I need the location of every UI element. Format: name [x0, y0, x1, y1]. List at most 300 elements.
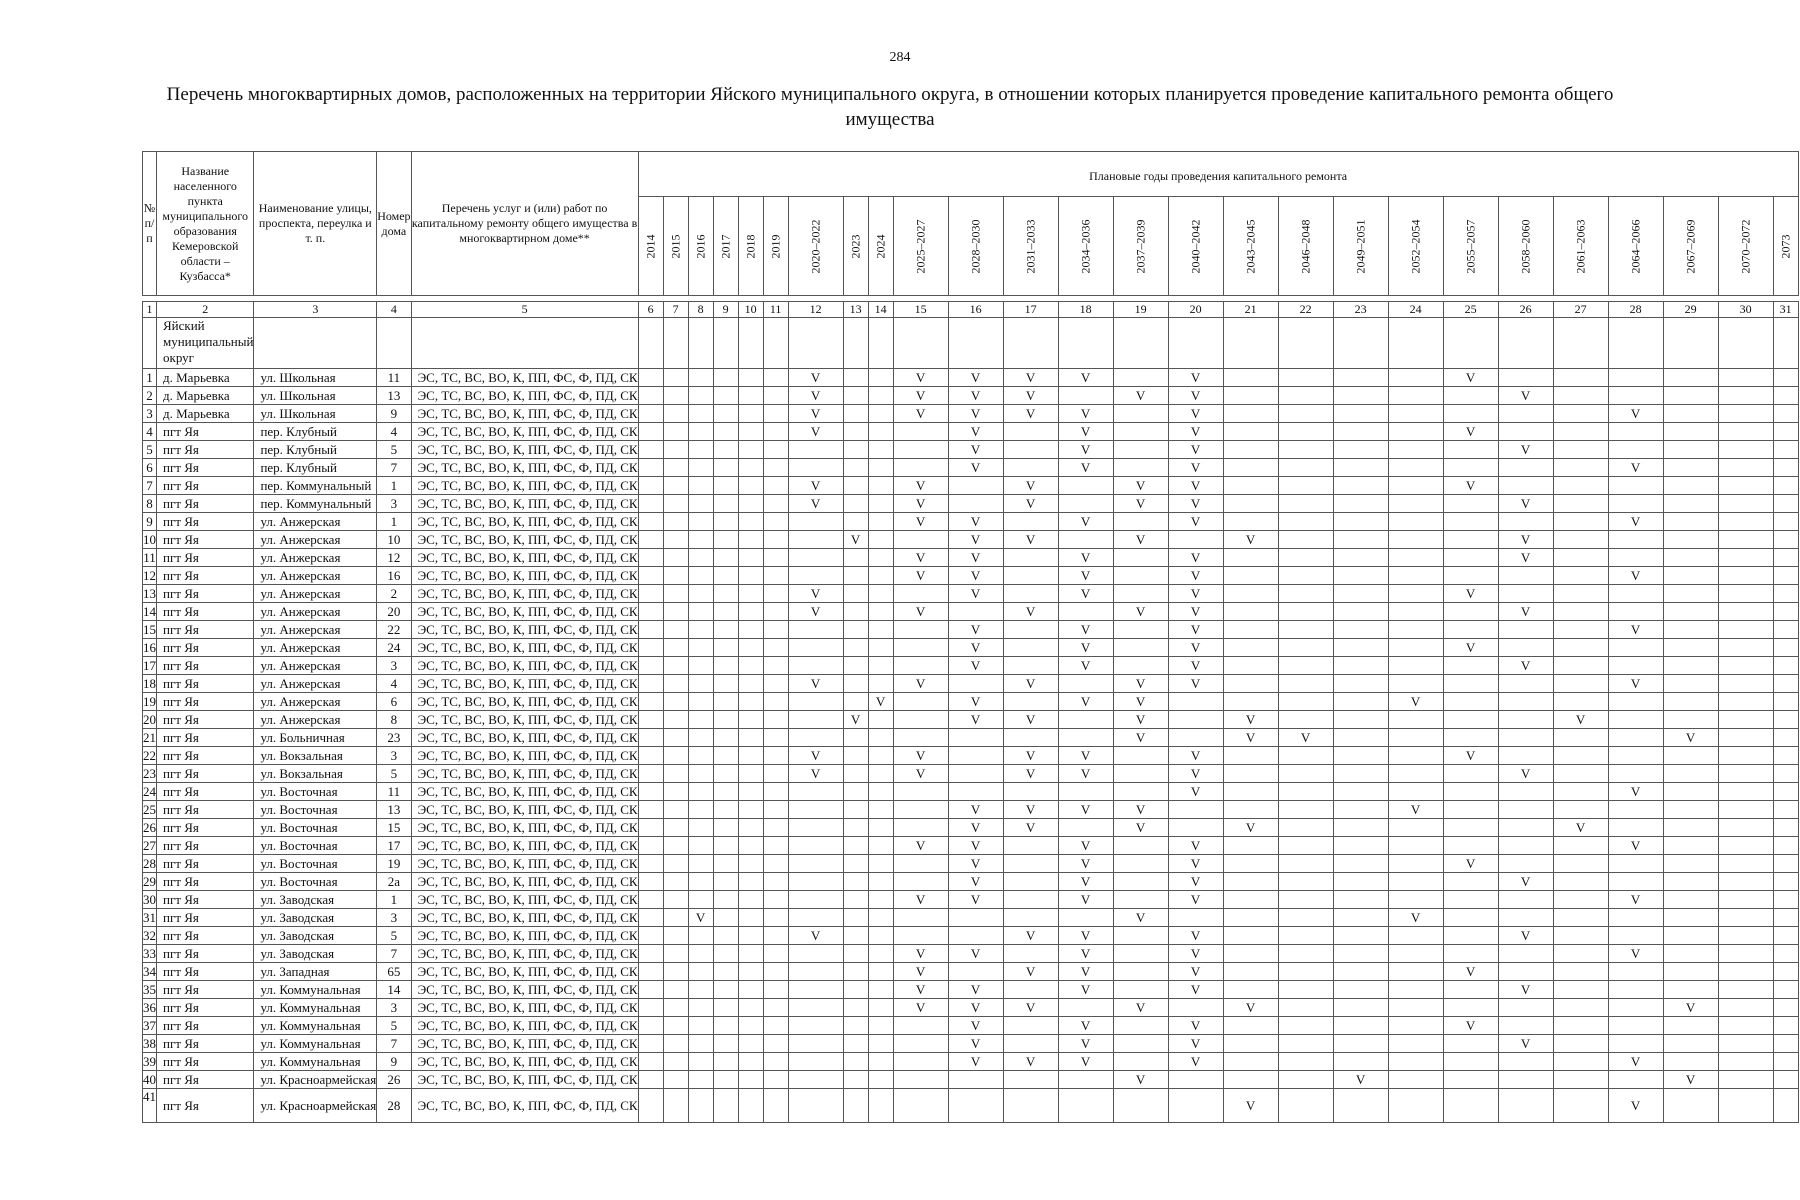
works-cell: ЭС, ТС, ВС, ВО, К, ПП, ФС, Ф, ПД, СК	[411, 909, 638, 927]
year-cell	[843, 783, 868, 801]
year-cell	[663, 495, 688, 513]
works-cell: ЭС, ТС, ВС, ВО, К, ПП, ФС, Ф, ПД, СК	[411, 369, 638, 387]
year-cell	[713, 945, 738, 963]
year-cell	[1498, 567, 1553, 585]
year-cell	[1388, 495, 1443, 513]
house-cell: 20	[377, 603, 411, 621]
year-cell	[1278, 423, 1333, 441]
year-cell	[1663, 693, 1718, 711]
year-cell	[893, 585, 948, 603]
year-cell	[663, 945, 688, 963]
street-cell: ул. Анжерская	[254, 513, 377, 531]
house-cell: 24	[377, 639, 411, 657]
year-cell	[868, 495, 893, 513]
year-cell	[638, 477, 663, 495]
year-label: 2016	[693, 234, 708, 258]
year-cell	[1663, 819, 1718, 837]
year-cell	[638, 999, 663, 1017]
row-number: 6	[143, 459, 157, 477]
year-header	[763, 197, 788, 296]
year-cell	[1333, 837, 1388, 855]
repair-mark: V	[893, 837, 948, 855]
year-cell	[1718, 765, 1773, 783]
year-cell	[738, 639, 763, 657]
year-cell	[893, 441, 948, 459]
street-cell: пер. Коммунальный	[254, 477, 377, 495]
settlement-cell: пгт Яя	[157, 963, 254, 981]
repair-mark: V	[1113, 711, 1168, 729]
repair-mark: V	[893, 495, 948, 513]
year-cell	[788, 1071, 843, 1089]
year-cell	[1498, 999, 1553, 1017]
year-cell	[1608, 1071, 1663, 1089]
year-cell	[1553, 1035, 1608, 1053]
year-cell	[868, 423, 893, 441]
repair-mark: V	[1553, 819, 1608, 837]
year-cell	[1608, 963, 1663, 981]
year-cell	[1113, 963, 1168, 981]
repair-mark: V	[1388, 693, 1443, 711]
house-cell: 3	[377, 495, 411, 513]
year-cell	[738, 837, 763, 855]
year-cell	[1113, 747, 1168, 765]
year-cell	[1278, 405, 1333, 423]
year-cell	[1443, 873, 1498, 891]
repair-mark: V	[948, 405, 1003, 423]
year-cell	[1773, 765, 1798, 783]
year-cell	[763, 747, 788, 765]
repair-mark: V	[948, 981, 1003, 999]
year-cell	[713, 477, 738, 495]
row-number: 27	[143, 837, 156, 853]
year-cell	[1553, 693, 1608, 711]
year-cell	[713, 963, 738, 981]
settlement-cell: пгт Яя	[157, 873, 254, 891]
works-cell: ЭС, ТС, ВС, ВО, К, ПП, ФС, Ф, ПД, СК	[411, 1053, 638, 1071]
year-cell	[1058, 675, 1113, 693]
street-cell: пер. Клубный	[254, 423, 377, 441]
year-cell	[738, 765, 763, 783]
year-cell	[1113, 765, 1168, 783]
year-cell	[1773, 657, 1798, 675]
year-cell	[1278, 855, 1333, 873]
year-cell	[738, 693, 763, 711]
year-cell	[713, 1035, 738, 1053]
year-cell	[1718, 639, 1773, 657]
year-cell	[1718, 711, 1773, 729]
repair-mark: V	[893, 369, 948, 387]
year-cell	[788, 783, 843, 801]
year-cell	[738, 729, 763, 747]
year-cell	[868, 747, 893, 765]
year-cell	[1498, 369, 1553, 387]
year-cell	[688, 531, 713, 549]
repair-mark: V	[1498, 387, 1553, 405]
repair-mark: V	[1003, 387, 1058, 405]
year-cell	[1718, 531, 1773, 549]
year-cell	[843, 693, 868, 711]
repair-mark: V	[948, 531, 1003, 549]
year-cell	[1388, 657, 1443, 675]
year-cell	[1608, 603, 1663, 621]
year-cell	[1168, 729, 1223, 747]
year-cell	[1608, 369, 1663, 387]
year-cell	[1608, 819, 1663, 837]
year-cell	[1223, 513, 1278, 531]
year-cell	[788, 981, 843, 999]
year-cell	[1168, 819, 1223, 837]
repair-mark: V	[1003, 531, 1058, 549]
year-cell	[788, 819, 843, 837]
repair-mark: V	[893, 405, 948, 423]
year-cell	[1718, 549, 1773, 567]
year-cell	[1718, 459, 1773, 477]
year-label: 2034–2036	[1078, 219, 1093, 273]
repair-mark: V	[948, 549, 1003, 567]
year-cell	[1168, 801, 1223, 819]
year-cell	[638, 567, 663, 585]
year-cell	[1223, 1035, 1278, 1053]
column-number: 3	[254, 302, 377, 318]
year-cell	[1498, 459, 1553, 477]
year-cell	[738, 801, 763, 819]
table-row	[143, 711, 1799, 729]
street-cell: ул. Заводская	[254, 945, 377, 963]
street-cell: ул. Красноармейская	[254, 1071, 377, 1089]
year-cell	[1773, 423, 1798, 441]
repair-mark: V	[1058, 567, 1113, 585]
year-cell	[738, 1017, 763, 1035]
repair-mark: V	[948, 567, 1003, 585]
year-cell	[1663, 963, 1718, 981]
repair-mark: V	[893, 945, 948, 963]
year-cell	[868, 1089, 893, 1123]
year-cell	[868, 837, 893, 855]
repair-mark: V	[948, 873, 1003, 891]
year-cell	[1003, 567, 1058, 585]
year-cell	[843, 675, 868, 693]
year-cell	[868, 963, 893, 981]
row-number: 12	[143, 567, 156, 583]
year-header	[1168, 197, 1223, 296]
year-cell	[663, 585, 688, 603]
year-cell	[893, 459, 948, 477]
settlement-cell: пгт Яя	[157, 531, 254, 549]
year-cell	[688, 729, 713, 747]
year-cell	[1333, 441, 1388, 459]
year-cell	[1443, 603, 1498, 621]
year-cell	[1388, 477, 1443, 495]
year-cell	[1773, 1089, 1798, 1123]
repair-mark: V	[1168, 963, 1223, 981]
year-cell	[843, 819, 868, 837]
year-cell	[713, 405, 738, 423]
year-cell	[1718, 1089, 1773, 1123]
street-cell: ул. Восточная	[254, 873, 377, 891]
year-cell	[688, 837, 713, 855]
year-cell	[1333, 801, 1388, 819]
column-number: 4	[377, 302, 411, 318]
year-label: 2037–2039	[1133, 219, 1148, 273]
year-cell	[1388, 999, 1443, 1017]
year-cell	[638, 675, 663, 693]
year-cell	[1388, 1017, 1443, 1035]
year-cell	[1003, 549, 1058, 567]
year-cell	[1773, 549, 1798, 567]
year-cell	[1333, 999, 1388, 1017]
year-cell	[1608, 873, 1663, 891]
house-cell: 10	[377, 531, 411, 549]
repair-mark: V	[1608, 1053, 1663, 1071]
year-cell	[663, 549, 688, 567]
year-cell	[1168, 909, 1223, 927]
repair-mark: V	[1168, 657, 1223, 675]
year-cell	[638, 873, 663, 891]
year-cell	[1388, 981, 1443, 999]
year-cell	[763, 891, 788, 909]
year-cell	[1333, 621, 1388, 639]
year-cell	[1718, 1071, 1773, 1089]
repair-mark: V	[1113, 603, 1168, 621]
year-cell	[688, 855, 713, 873]
row-number: 30	[143, 891, 156, 907]
year-header	[948, 197, 1003, 296]
row-number: 17	[143, 657, 156, 673]
year-cell	[1553, 873, 1608, 891]
house-cell: 3	[377, 747, 411, 765]
year-cell	[1223, 891, 1278, 909]
repair-mark: V	[1443, 585, 1498, 603]
table-row	[143, 855, 1799, 873]
year-cell	[1223, 765, 1278, 783]
year-cell	[1443, 1071, 1498, 1089]
year-cell	[1718, 387, 1773, 405]
repair-mark: V	[1058, 963, 1113, 981]
year-cell	[1553, 801, 1608, 819]
settlement-cell: пгт Яя	[157, 495, 254, 513]
year-cell	[1718, 585, 1773, 603]
table-row	[143, 693, 1799, 711]
year-header	[638, 197, 663, 296]
year-cell	[1223, 837, 1278, 855]
year-cell	[1443, 549, 1498, 567]
year-cell	[1003, 459, 1058, 477]
year-cell	[868, 891, 893, 909]
year-cell	[763, 927, 788, 945]
house-cell: 11	[377, 783, 411, 801]
year-cell	[1663, 891, 1718, 909]
year-cell	[1223, 549, 1278, 567]
year-cell	[663, 819, 688, 837]
year-cell	[1388, 747, 1443, 765]
year-cell	[843, 927, 868, 945]
year-cell	[1553, 441, 1608, 459]
year-cell	[713, 639, 738, 657]
year-cell	[1553, 495, 1608, 513]
year-cell	[1113, 441, 1168, 459]
repair-mark: V	[788, 423, 843, 441]
year-cell	[1278, 477, 1333, 495]
year-cell	[1113, 405, 1168, 423]
year-cell	[1278, 567, 1333, 585]
year-cell	[763, 981, 788, 999]
year-cell	[713, 819, 738, 837]
repair-mark: V	[1608, 783, 1663, 801]
year-cell	[663, 801, 688, 819]
year-cell	[1278, 1035, 1333, 1053]
house-cell: 7	[377, 1035, 411, 1053]
repair-mark: V	[893, 999, 948, 1017]
year-cell	[1443, 387, 1498, 405]
year-cell	[1553, 387, 1608, 405]
year-cell	[738, 477, 763, 495]
year-cell	[868, 819, 893, 837]
year-cell	[948, 783, 1003, 801]
year-cell	[1443, 621, 1498, 639]
works-cell: ЭС, ТС, ВС, ВО, К, ПП, ФС, Ф, ПД, СК	[411, 423, 638, 441]
year-cell	[638, 621, 663, 639]
year-cell	[1498, 783, 1553, 801]
house-cell: 3	[377, 657, 411, 675]
year-cell	[1663, 423, 1718, 441]
year-cell	[1003, 693, 1058, 711]
year-cell	[843, 621, 868, 639]
repair-mark: V	[788, 765, 843, 783]
year-label: 2061–2063	[1573, 219, 1588, 273]
repair-mark: V	[1168, 603, 1223, 621]
year-cell	[1333, 711, 1388, 729]
year-cell	[868, 387, 893, 405]
year-cell	[638, 945, 663, 963]
house-cell: 65	[377, 963, 411, 981]
repair-mark: V	[1113, 531, 1168, 549]
year-cell	[688, 1053, 713, 1071]
street-cell: ул. Школьная	[254, 405, 377, 423]
repair-mark: V	[1058, 855, 1113, 873]
table-row	[143, 1017, 1799, 1035]
year-cell	[1333, 963, 1388, 981]
repair-mark: V	[788, 927, 843, 945]
year-header	[788, 197, 843, 296]
year-cell	[1333, 657, 1388, 675]
year-cell	[1718, 477, 1773, 495]
year-cell	[1608, 981, 1663, 999]
year-cell	[1608, 477, 1663, 495]
repair-mark: V	[1058, 837, 1113, 855]
year-cell	[1718, 999, 1773, 1017]
repair-mark: V	[1058, 1053, 1113, 1071]
settlement-cell: пгт Яя	[157, 639, 254, 657]
year-cell	[1498, 909, 1553, 927]
year-cell	[1663, 747, 1718, 765]
column-number: 12	[788, 302, 843, 318]
year-cell	[1223, 909, 1278, 927]
repair-mark: V	[1168, 873, 1223, 891]
year-label: 2019	[768, 234, 783, 258]
year-cell	[1663, 369, 1718, 387]
year-cell	[1718, 873, 1773, 891]
year-cell	[893, 819, 948, 837]
page-number: 284	[889, 50, 911, 65]
repair-mark: V	[1168, 837, 1223, 855]
year-cell	[1388, 837, 1443, 855]
year-cell	[763, 855, 788, 873]
column-numbers-row	[143, 302, 1799, 318]
repair-mark: V	[1168, 495, 1223, 513]
year-cell	[663, 783, 688, 801]
year-cell	[713, 981, 738, 999]
year-cell	[893, 1053, 948, 1071]
year-cell	[1443, 837, 1498, 855]
repair-mark: V	[843, 711, 868, 729]
table-row	[143, 549, 1799, 567]
repair-mark: V	[788, 477, 843, 495]
year-cell	[688, 513, 713, 531]
repair-mark: V	[1058, 423, 1113, 441]
repair-mark: V	[1443, 477, 1498, 495]
works-cell: ЭС, ТС, ВС, ВО, К, ПП, ФС, Ф, ПД, СК	[411, 1035, 638, 1053]
year-cell	[738, 369, 763, 387]
table-row	[143, 747, 1799, 765]
year-cell	[948, 909, 1003, 927]
year-cell	[868, 873, 893, 891]
header-num: № п/п	[143, 152, 157, 296]
year-cell	[1278, 657, 1333, 675]
repair-mark: V	[1498, 927, 1553, 945]
settlement-cell: пгт Яя	[157, 747, 254, 765]
year-cell	[763, 1053, 788, 1071]
year-header	[1278, 197, 1333, 296]
year-cell	[1498, 1017, 1553, 1035]
year-cell	[1553, 459, 1608, 477]
year-header	[868, 197, 893, 296]
year-cell	[788, 513, 843, 531]
street-cell: ул. Школьная	[254, 369, 377, 387]
column-number: 20	[1168, 302, 1223, 318]
year-cell	[738, 585, 763, 603]
year-cell	[843, 585, 868, 603]
repair-mark: V	[1003, 765, 1058, 783]
year-cell	[1718, 513, 1773, 531]
settlement-cell: пгт Яя	[157, 441, 254, 459]
year-cell	[1058, 729, 1113, 747]
year-header	[1498, 197, 1553, 296]
repair-mark: V	[1113, 729, 1168, 747]
year-cell	[638, 927, 663, 945]
year-cell	[713, 729, 738, 747]
year-cell	[1278, 927, 1333, 945]
year-cell	[638, 837, 663, 855]
street-cell: ул. Восточная	[254, 855, 377, 873]
year-cell	[1333, 603, 1388, 621]
year-cell	[1333, 639, 1388, 657]
year-cell	[1388, 585, 1443, 603]
year-cell	[893, 711, 948, 729]
repair-mark: V	[1608, 945, 1663, 963]
column-number: 6	[638, 302, 663, 318]
repair-mark: V	[1003, 819, 1058, 837]
repair-mark: V	[1498, 657, 1553, 675]
year-cell	[638, 1089, 663, 1123]
year-cell	[1663, 405, 1718, 423]
year-cell	[788, 909, 843, 927]
year-cell	[843, 405, 868, 423]
table-row	[143, 441, 1799, 459]
works-cell: ЭС, ТС, ВС, ВО, К, ПП, ФС, Ф, ПД, СК	[411, 567, 638, 585]
year-cell	[663, 963, 688, 981]
table-row	[143, 909, 1799, 927]
year-cell	[713, 693, 738, 711]
